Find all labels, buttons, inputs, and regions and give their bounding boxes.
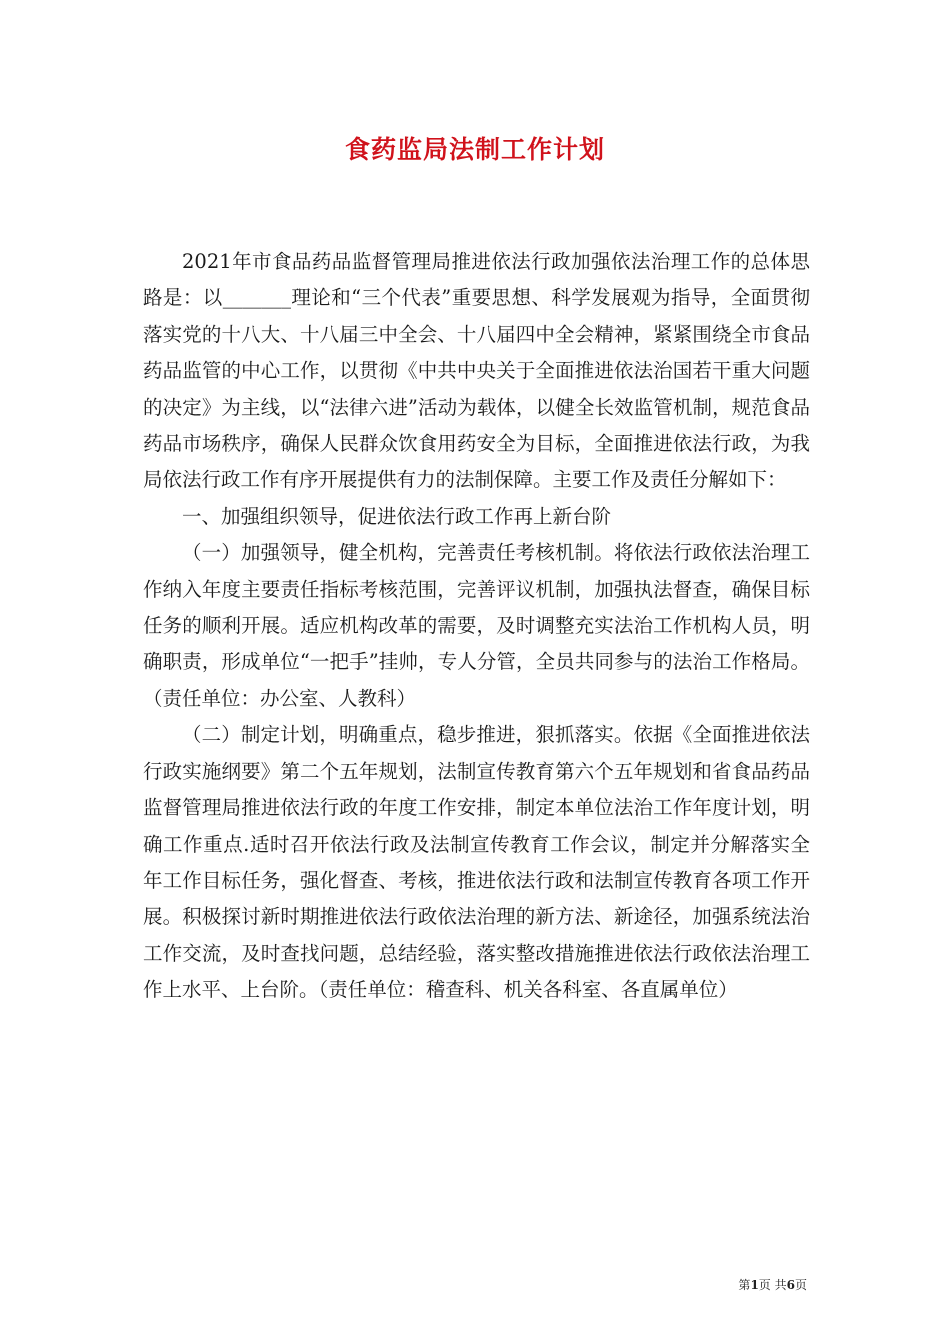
footer-suffix: 页 [794,1278,807,1292]
footer-total-pages: 6 [786,1278,795,1292]
footer-prefix: 第 [738,1278,751,1292]
paragraph-intro: 2021年市食品药品监督管理局推进依法行政加强依法治理工作的总体思路是：以_______理论和“三个代表”重要思想、科学发展观为指导，全面贯彻落实党的十八大、十八届三中全会、十八届四中全会精神，紧紧围绕全市食品药品监管的中心工作，以贯彻《中共中央关于全面推进依法治国若干重大问题的决定》为主线，以“法律六进”活动为载体，以健全长效监管机制，规范食品药品市场秩序，确保人民群众饮食用药安全为目标，全面推进依法行政，为我局依法行政工作有序开展提供有力的法制保障。主要工作及责任分解如下： [143,250,810,492]
document-body [143,244,810,1009]
page-footer [738,1276,807,1293]
footer-middle: 页 共 [758,1278,787,1292]
paragraph-section-heading: 一、加强组织领导，促进依法行政工作再上新台阶 [182,504,612,528]
footer-current-page: 1 [750,1278,759,1292]
paragraph-item-1: （一）加强领导，健全机构，完善责任考核机制。将依法行政依法治理工作纳入年度主要责任指标考核范围，完善评议机制，加强执法督查，确保目标任务的顺利开展。适应机构改革的需要，及时调整充实法治工作机构人员，明确职责，形成单位“一把手”挂帅，专人分管，全员共同参与的法治工作格局。（责任单位：办公室、人教科） [143,541,810,710]
document-title: 食药监局法制工作计划 [344,135,605,164]
paragraph-item-2: （二）制定计划，明确重点，稳步推进，狠抓落实。依据《全面推进依法行政实施纲要》第二个五年规划，法制宣传教育第六个五年规划和省食品药品监督管理局推进依法行政的年度工作安排，制定本单位法治工作年度计划，明确工作重点.适时召开依法行政及法制宣传教育工作会议，制定并分解落实全年工作目标任务，强化督查、考核，推进依法行政和法制宣传教育各项工作开展。积极探讨新时期推进依法行政依法治理的新方法、新途径，加强系统法治工作交流，及时查找问题，总结经验，落实整改措施推进依法行政依法治理工作上水平、上台阶。（责任单位：稽查科、机关各科室、各直属单位） [143,723,810,1002]
